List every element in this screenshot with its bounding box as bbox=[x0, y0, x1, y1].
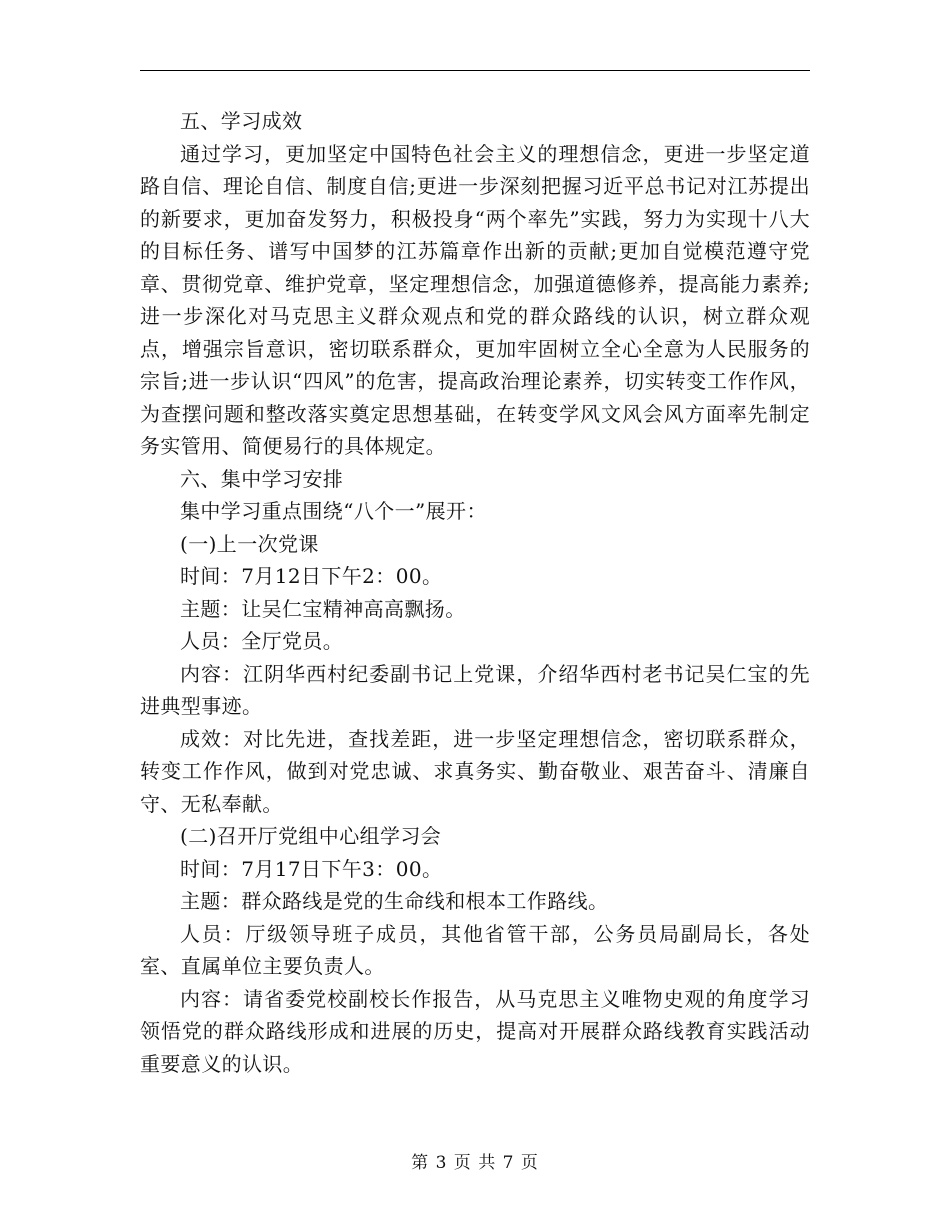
meeting-content: 内容：请省委党校副校长作报告，从马克思主义唯物史观的角度学习领悟党的群众路线形成和进展的历史，提高对开展群众路线教育实践活动重要意义的认识。 bbox=[140, 986, 810, 1076]
lecture-time: 时间：7月12日下午2：00。 bbox=[180, 564, 443, 588]
meeting-theme: 主题：群众路线是党的生命线和根本工作路线。 bbox=[180, 889, 609, 913]
header-rule bbox=[140, 70, 810, 71]
meeting-attendees: 人员：厅级领导班子成员，其他省管干部，公务员局副局长，各处室、直属单位主要负责人。 bbox=[140, 921, 810, 978]
lecture-outcome: 成效：对比先进，查找差距，进一步坚定理想信念，密切联系群众，转变工作作风，做到对党忠诚、求真务实、勤奋敬业、艰苦奋斗、清廉自守、无私奉献。 bbox=[140, 726, 810, 816]
subheading-party-lecture: (一)上一次党课 bbox=[180, 531, 319, 556]
subheading-study-meeting: (二)召开厅党组中心组学习会 bbox=[180, 824, 442, 848]
lecture-content: 内容：江阴华西村纪委副书记上党课，介绍华西村老书记吴仁宝的先进典型事迹。 bbox=[140, 661, 810, 718]
meeting-time: 时间：7月17日下午3：00。 bbox=[180, 856, 443, 881]
paragraph-results: 通过学习，更加坚定中国特色社会主义的理想信念，更进一步坚定道路自信、理论自信、制度自信;更进一步深刻把握习近平总书记对江苏提出的新要求，更加奋发努力，积极投身“两个率先”实践，努力为实现十八大的目标任务、谱写中国梦的江苏篇章作出新的贡献;更加自觉模范遵守党章、贯彻党章、维护党章，坚定理想信念，加强道德修养，提高能力素养;进一步深化对马克思主义群众观点和党的群众路线的认识，树立群众观点，增强宗旨意识，密切联系群众，更加牢固树立全心全意为人民服务的宗旨;进一步认识“四风”的危害，提高政治理论素养，切实转变工作作风，为查摆问题和整改落实奠定思想基础，在转变学风文风会风方面率先制定务实管用、简便易行的具体规定。 bbox=[140, 141, 810, 458]
section-heading-schedule: 六、集中学习安排 bbox=[180, 466, 344, 491]
section-heading-results: 五、学习成效 bbox=[180, 109, 303, 133]
paragraph-schedule-intro: 集中学习重点围绕“八个一”展开： bbox=[180, 499, 487, 523]
lecture-attendees: 人员：全厅党员。 bbox=[180, 629, 344, 653]
lecture-theme: 主题：让吴仁宝精神高高飘扬。 bbox=[180, 596, 466, 621]
body-text bbox=[140, 105, 810, 1080]
page-number: 第 3 页 共 7 页 bbox=[411, 1153, 539, 1173]
